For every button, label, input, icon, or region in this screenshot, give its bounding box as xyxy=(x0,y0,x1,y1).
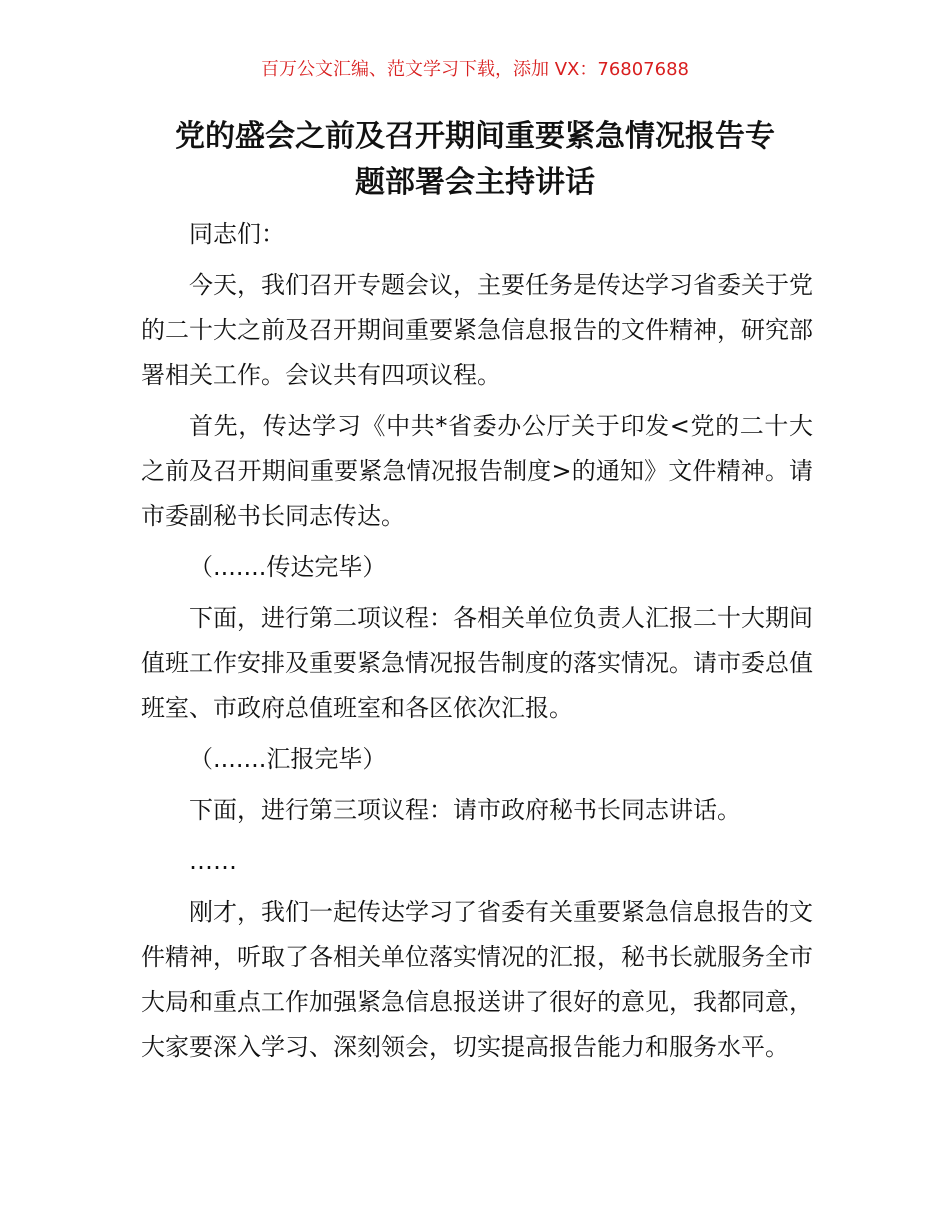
title-line-2: 题部署会主持讲话 xyxy=(355,165,595,200)
salutation: 同志们： xyxy=(189,220,285,248)
document-body xyxy=(141,212,813,1076)
title-line-1: 党的盛会之前及召开期间重要紧急情况报告专 xyxy=(175,119,775,154)
paragraph-ellipsis: …… xyxy=(189,847,237,875)
paragraph-agenda-3: 下面，进行第三项议程：请市政府秘书长同志讲话。 xyxy=(189,796,741,824)
paragraph-note-2: （.......汇报完毕） xyxy=(189,745,387,773)
header-watermark-note: 百万公文汇编、范文学习下载，添加 VX：76807688 xyxy=(261,59,689,80)
paragraph-agenda-1: 首先，传达学习《中共*省委办公厅关于印发<党的二十大之前及召开期间重要紧急情况报告制度>的通知》文件精神。请市委副秘书长同志传达。 xyxy=(141,412,813,530)
document-title xyxy=(120,114,830,206)
paragraph-note-1: （.......传达完毕） xyxy=(189,553,387,581)
paragraph-summary: 刚才，我们一起传达学习了省委有关重要紧急信息报告的文件精神，听取了各相关单位落实情况的汇报，秘书长就服务全市大局和重点工作加强紧急信息报送讲了很好的意见，我都同意，大家要深入学习、深刻领会，切实提高报告能力和服务水平。 xyxy=(141,898,813,1061)
paragraph-intro: 今天，我们召开专题会议，主要任务是传达学习省委关于党的二十大之前及召开期间重要紧急信息报告的文件精神，研究部署相关工作。会议共有四项议程。 xyxy=(141,271,813,389)
paragraph-agenda-2: 下面，进行第二项议程：各相关单位负责人汇报二十大期间值班工作安排及重要紧急情况报告制度的落实情况。请市委总值班室、市政府总值班室和各区依次汇报。 xyxy=(141,604,813,722)
